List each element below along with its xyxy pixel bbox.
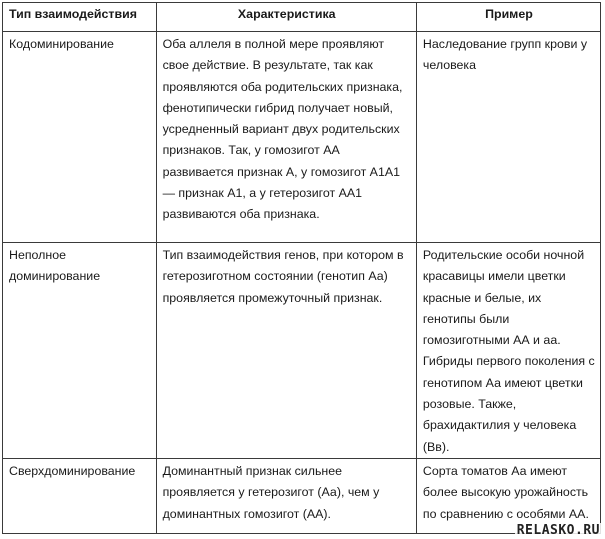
table-row bbox=[3, 243, 601, 459]
cell-characteristic-text: Оба аллеля в полной мере проявляют свое действие. В результате, так как проявляются оба родительских признака, фенотипически гибрид получает новый, усредненный вариант двух родительских признаков. Так, у гомозигот АА развивается признак А, у гомозигот А1А1 — признак А1, а у гетерозигот АА1 развиваются оба признака. bbox=[162, 37, 403, 222]
cell-type bbox=[3, 32, 157, 243]
cell-type-text: Сверхдоминирование bbox=[9, 463, 136, 478]
cell-characteristic-text: Тип взаимодействия генов, при котором в гетерозиготном состоянии (генотип Аа) проявляется промежуточный признак. bbox=[162, 248, 404, 305]
cell-type bbox=[3, 458, 157, 533]
cell-type-text: Неполное доминирование bbox=[9, 248, 101, 284]
watermark: RELASKO.RU bbox=[516, 523, 600, 538]
header-example: Пример bbox=[416, 3, 600, 32]
cell-example-text: Наследование групп крови у человека bbox=[422, 37, 588, 73]
cell-example-text: Сорта томатов Аа имеют более высокую урожайность по сравнению с особями АА. bbox=[422, 463, 589, 521]
cell-type bbox=[3, 243, 157, 459]
table-row bbox=[3, 32, 601, 243]
cell-characteristic-text: Доминантный признак сильнее проявляется у гетерозигот (Аа), чем у доминантных гомозигот (АА). bbox=[162, 463, 380, 521]
header-characteristic: Характеристика bbox=[156, 3, 416, 32]
cell-example bbox=[416, 243, 600, 459]
cell-characteristic bbox=[156, 32, 416, 243]
table-header-row bbox=[3, 3, 601, 32]
cell-characteristic bbox=[156, 243, 416, 459]
cell-example bbox=[416, 32, 600, 243]
table-row bbox=[3, 458, 601, 533]
cell-characteristic bbox=[156, 458, 416, 533]
cell-type-text: Кодоминирование bbox=[9, 37, 114, 51]
interaction-types-table bbox=[2, 2, 601, 534]
header-type: Тип взаимодействия bbox=[3, 3, 157, 32]
cell-example-text: Родительские особи ночной красавицы имели цветки красные и белые, их генотипы были гомозиготными АА и аа. Гибриды первого поколения с генотипом Аа имеют цветки розовые. Также, брахидактилия у человека (Вв). bbox=[422, 248, 595, 454]
